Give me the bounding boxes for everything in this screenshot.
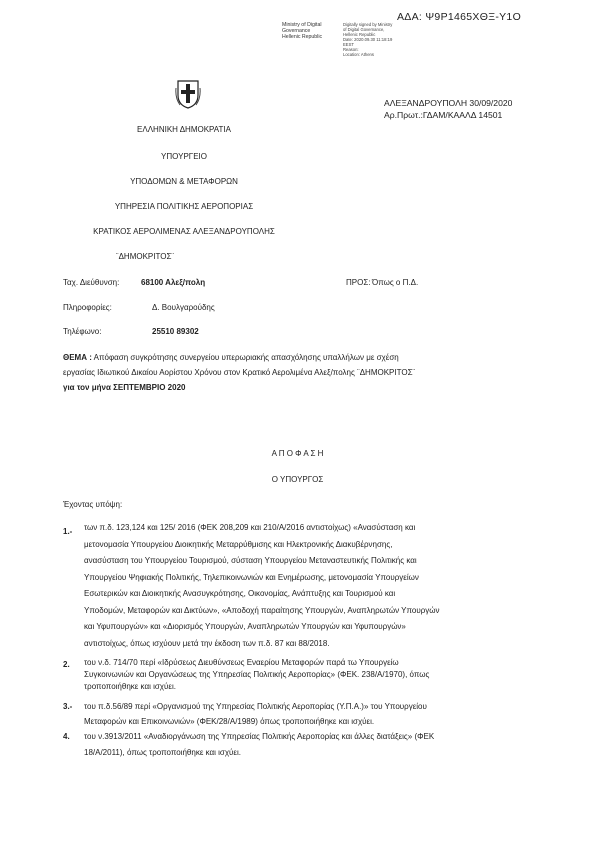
signature-detail-line: Location: Athens bbox=[343, 52, 374, 57]
signature-detail-line: Hellenic Republic bbox=[343, 32, 376, 37]
item-number: 2. bbox=[63, 660, 70, 669]
phone-label: Τηλέφωνο: bbox=[63, 327, 102, 336]
subject-line: Απόφαση συγκρότησης συνεργείου υπερωριακής απασχόλησης υπαλλήλων με σχέση bbox=[93, 353, 399, 362]
considering-label: Έχοντας υπόψη: bbox=[63, 500, 123, 509]
document-date-block bbox=[384, 97, 512, 121]
item-line: τροποποιήθηκε και ισχύει. bbox=[84, 682, 176, 691]
item-line: Υποδομών, Μεταφορών και Δικτύων», «Αποδοχή παραίτησης Υπουργών, Αναπληρωτών Υπουργών bbox=[84, 605, 440, 615]
signature-detail-line: EEST bbox=[343, 42, 354, 47]
info-label: Πληροφορίες: bbox=[63, 303, 112, 312]
item-number: 4. bbox=[63, 732, 70, 741]
header-airport-name: ¨ΔΗΜΟΚΡΙΤΟΣ¨ bbox=[115, 252, 175, 261]
minister-title: Ο ΥΠΟΥΡΓΟΣ bbox=[271, 475, 324, 484]
list-item bbox=[84, 699, 534, 729]
document-date: ΑΛΕΞΑΝΔΡΟΥΠΟΛΗ 30/09/2020 bbox=[384, 98, 513, 108]
subject-label: ΘΕΜΑ : bbox=[63, 353, 92, 362]
header-service: ΥΠΗΡΕΣΙΑ ΠΟΛΙΤΙΚΗΣ ΑΕΡΟΠΟΡΙΑΣ bbox=[114, 202, 254, 211]
header-ministry: ΥΠΟΥΡΓΕΙΟ bbox=[161, 152, 207, 161]
protocol-number: Αρ.Πρωτ.:ΓΔΑΜ/ΚΑΑΛΔ 14501 bbox=[384, 110, 503, 120]
item-line: μετονομασία Υπουργείου Διοικητικής Μεταρρύθμισης και Ηλεκτρονικής Διακυβέρνησης, bbox=[84, 539, 393, 549]
ada-code: ΑΔΑ: Ψ9Ρ1465ΧΘΞ-Υ1Ο bbox=[397, 11, 522, 23]
phone-value: 25510 89302 bbox=[152, 327, 199, 336]
signature-detail-line: of Digital Governance, bbox=[343, 27, 385, 32]
address-value: 68100 Αλεξ/πολη bbox=[141, 278, 206, 287]
list-item bbox=[84, 657, 534, 693]
digital-signature-org bbox=[282, 22, 352, 40]
signature-detail-line: Date: 2020.09.30 11:18:19 bbox=[343, 37, 393, 42]
list-item bbox=[84, 520, 534, 652]
signature-org-line: Ministry of Digital bbox=[282, 22, 322, 28]
header-ministry-name: ΥΠΟΔΟΜΩΝ & ΜΕΤΑΦΟΡΩΝ bbox=[130, 177, 238, 186]
item-line: του π.δ.56/89 περί «Οργανισμού της Υπηρεσίας Πολιτικής Αεροπορίας (Υ.Π.Α.)» του Υπουργείου bbox=[84, 702, 427, 711]
subject-line: για τον μήνα ΣΕΠΤΕΜΒΡΙΟ 2020 bbox=[63, 383, 186, 392]
recipient-label: ΠΡΟΣ: bbox=[346, 278, 371, 287]
signature-detail-line: Reason: bbox=[343, 47, 359, 52]
recipient-value: Όπως ο Π.Δ. bbox=[372, 278, 419, 287]
item-line: Υπουργείου Ψηφιακής Πολιτικής, Τηλεπικοινωνιών και Ενημέρωσης, μετονομασία Υπουργείων bbox=[84, 572, 419, 582]
item-line: 18/Α/2011), όπως τροποποιήθηκε και ισχύει. bbox=[84, 748, 241, 757]
digital-signature-details bbox=[343, 22, 403, 57]
header-republic: ΕΛΛΗΝΙΚΗ ΔΗΜΟΚΡΑΤΙΑ bbox=[137, 125, 231, 134]
greek-emblem-icon bbox=[175, 78, 201, 110]
subject-line: εργασίας Ιδιωτικού Δικαίου Αορίστου Χρόνου στον Κρατικό Αερολιμένα Αλεξ/πολης ¨ΔΗΜΟΚΡΙΤΟΣ¨ bbox=[63, 368, 416, 377]
item-line: Συγκοινωνιών και Οργανώσεως της Υπηρεσίας Πολιτικής Αεροπορίας» (ΦΕΚ. 238/Α/1970), όπως bbox=[84, 670, 430, 679]
signature-detail-line: Digitally signed by Ministry bbox=[343, 22, 393, 27]
item-number: 1.- bbox=[63, 527, 73, 536]
list-item bbox=[84, 729, 534, 761]
item-line: και Υφυπουργών» και «Διορισμός Υπουργών, Αναπληρωτών Υπουργών και Υφυπουργών» bbox=[84, 622, 406, 631]
address-label: Ταχ. Διεύθυνση: bbox=[63, 278, 120, 287]
signature-org-line: Governance bbox=[282, 28, 311, 34]
decision-title: Α Π Ο Φ Α Σ Η bbox=[271, 449, 324, 458]
item-line: Εσωτερικών και Διοικητικής Ανασυγκρότησης, Οικονομίας, Ανάπτυξης και Τουρισμού και bbox=[84, 589, 396, 598]
item-number: 3.- bbox=[63, 702, 73, 711]
item-line: του ν.3913/2011 «Αναδιοργάνωση της Υπηρεσίας Πολιτικής Αεροπορίας και άλλες διατάξεις» (ΦΕΚ bbox=[84, 732, 435, 741]
item-line: αντιστοίχως, όπως ισχύουν μετά την έκδοση των π.δ. 87 και 88/2018. bbox=[84, 638, 330, 648]
item-line: Μεταφορών και Επικοινωνιών» (ΦΕΚ/28/Α/1989) όπως τροποποιήθηκε και ισχύει. bbox=[84, 717, 375, 726]
subject-block bbox=[63, 350, 533, 395]
item-line: ανασύσταση του Υπουργείου Τουρισμού, σύσταση Υπουργείου Μεταναστευτικής Πολιτικής και bbox=[84, 556, 417, 565]
signature-org-line: Hellenic Republic bbox=[282, 34, 323, 40]
header-airport: ΚΡΑΤΙΚΟΣ ΑΕΡΟΛΙΜΕΝΑΣ ΑΛΕΞΑΝΔΡΟΥΠΟΛΗΣ bbox=[93, 227, 275, 236]
info-value: Δ. Βουλγαρούδης bbox=[152, 303, 215, 312]
item-line: των π.δ. 123,124 και 125/ 2016 (ΦΕΚ 208,209 και 210/Α/2016 αντιστοίχως) «Ανασύσταση και bbox=[84, 523, 416, 532]
item-line: του ν.δ. 714/70 περί «Ιδρύσεως Διευθύνσεως Εναερίου Μεταφορών παρά τω Υπουργείω bbox=[84, 658, 399, 667]
